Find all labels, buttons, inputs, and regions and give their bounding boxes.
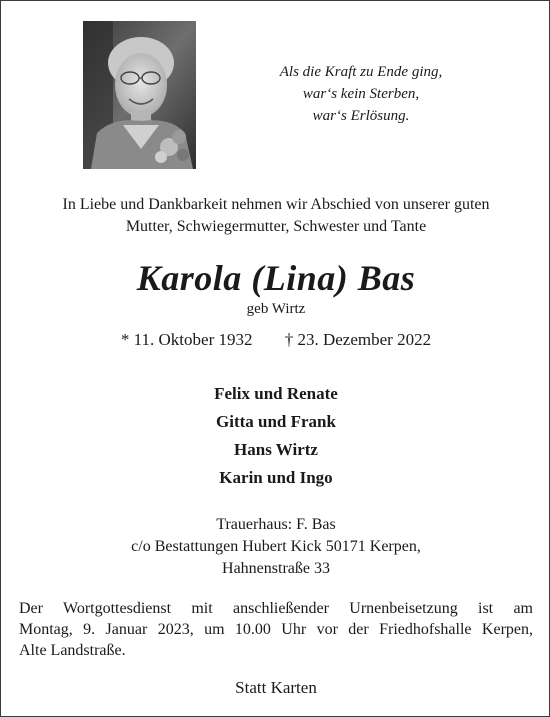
family-member: Hans Wirtz: [234, 440, 318, 459]
family-mourners: [1, 380, 550, 492]
mourning-house-address: [1, 514, 550, 580]
address-line: Hahnenstraße 33: [222, 560, 330, 577]
poem-line: Als die Kraft zu Ende ging,: [279, 64, 443, 80]
service-info: [19, 598, 533, 661]
portrait-image: [83, 21, 196, 169]
intro-line: Mutter, Schwiegermutter, Schwester und Tante: [125, 218, 427, 235]
family-member: Gitta und Frank: [216, 412, 336, 431]
address-line: Trauerhaus: F. Bas: [216, 516, 336, 533]
service-line: Montag, 9. Januar 2023, um 10.00 Uhr vor der Friedhofshalle Kerpen,: [19, 621, 533, 638]
deceased-name: Karola (Lina) Bas: [136, 258, 416, 298]
birth-date: * 11. Oktober 1932: [120, 330, 253, 349]
family-member: Felix und Renate: [214, 384, 338, 403]
life-dates: [1, 330, 550, 350]
portrait-photo: [83, 21, 196, 169]
service-line: Alte Landstraße.: [19, 642, 126, 659]
poem-line: war‘s kein Sterben,: [302, 86, 420, 102]
death-date: † 23. Dezember 2022: [284, 330, 432, 349]
poem: [211, 61, 511, 127]
intro-text: [1, 194, 550, 238]
address-line: c/o Bestattungen Hubert Kick 50171 Kerpen,: [131, 538, 421, 555]
footer-note: Statt Karten: [235, 678, 317, 697]
poem-line: war‘s Erlösung.: [312, 108, 410, 124]
intro-line: In Liebe und Dankbarkeit nehmen wir Abschied von unserer guten: [62, 196, 490, 213]
family-member: Karin und Ingo: [219, 468, 333, 487]
service-line: Der Wortgottesdienst mit anschließender Urnenbeisetzung ist am: [19, 600, 533, 617]
maiden-name: geb Wirtz: [246, 301, 306, 317]
